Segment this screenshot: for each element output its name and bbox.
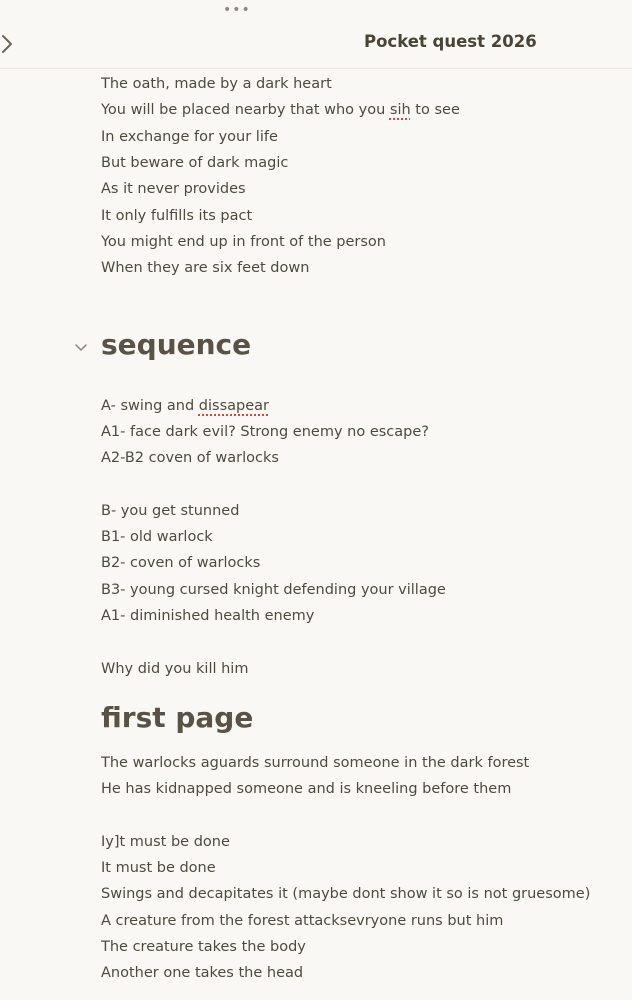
text-segment: A- swing and: [101, 398, 199, 414]
text-line[interactable]: A2-B2 coven of warlocks: [101, 450, 279, 466]
text-line[interactable]: B- you get stunned: [101, 503, 240, 519]
text-line[interactable]: It only fulfills its pact: [101, 208, 253, 224]
text-line[interactable]: He has kidnapped someone and is kneeling before them: [101, 781, 512, 797]
text-line[interactable]: When they are six feet down: [101, 260, 310, 276]
text-line[interactable]: The creature takes the body: [101, 939, 306, 955]
heading-sequence[interactable]: sequence: [101, 328, 252, 361]
text-segment: You will be placed nearby that who you: [101, 102, 390, 118]
collapse-chevron-icon[interactable]: [74, 340, 88, 354]
text-line[interactable]: Iy]t must be done: [101, 834, 230, 850]
text-line[interactable]: But beware of dark magic: [101, 155, 289, 171]
text-line[interactable]: A1- face dark evil? Strong enemy no escape?: [101, 424, 429, 440]
text-line[interactable]: A creature from the forest attacksevryone runs but him: [101, 913, 504, 929]
text-line[interactable]: Why did you kill him: [101, 661, 249, 677]
text-line[interactable]: B1- old warlock: [101, 529, 213, 545]
text-line[interactable]: In exchange for your life: [101, 129, 278, 145]
text-line[interactable]: B2- coven of warlocks: [101, 555, 261, 571]
text-line[interactable]: You might end up in front of the person: [101, 234, 386, 250]
text-line[interactable]: B3- young cursed knight defending your village: [101, 582, 446, 598]
text-line[interactable]: [101, 396, 269, 416]
text-segment: to see: [410, 102, 460, 118]
text-line[interactable]: As it never provides: [101, 181, 246, 197]
misspelled-word[interactable]: sih: [389, 102, 411, 118]
text-line[interactable]: A1- diminished health enemy: [101, 608, 315, 624]
text-line[interactable]: [101, 100, 460, 120]
document-title: Pocket quest 2026: [364, 32, 537, 51]
text-line[interactable]: The oath, made by a dark heart: [101, 76, 332, 92]
misspelled-word[interactable]: dissapear: [198, 398, 269, 414]
text-line[interactable]: Swings and decapitates it (maybe dont show it so is not gruesome): [101, 886, 591, 902]
window-grabber-icon[interactable]: •••: [223, 2, 251, 18]
text-line[interactable]: It must be done: [101, 860, 216, 876]
text-line[interactable]: The warlocks aguards surround someone in the dark forest: [101, 755, 530, 771]
text-line[interactable]: Another one takes the head: [101, 965, 304, 981]
heading-first-page[interactable]: first page: [101, 701, 254, 734]
